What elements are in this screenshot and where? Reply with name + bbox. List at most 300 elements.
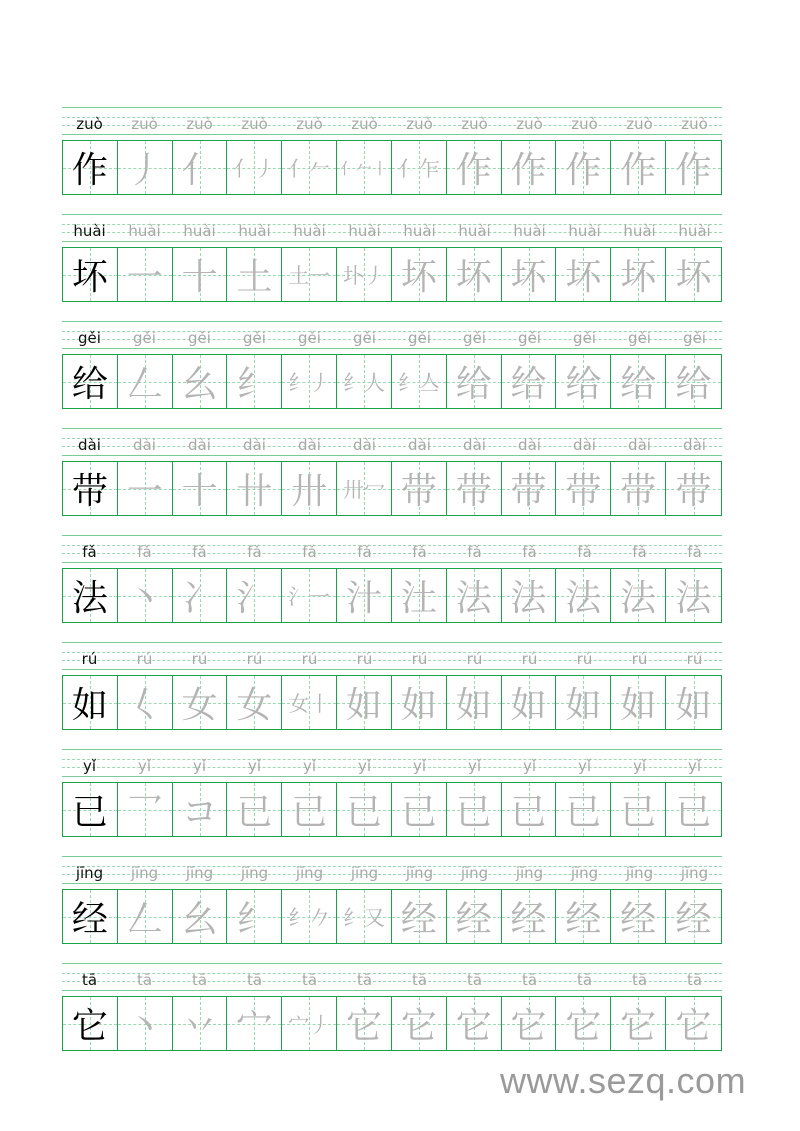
pinyin-label: gěi bbox=[78, 329, 101, 347]
pinyin-trace: gěi bbox=[408, 329, 431, 347]
stroke-step-character: 给 bbox=[510, 364, 547, 405]
grid-cell bbox=[611, 248, 666, 301]
pinyin-trace: fǎ bbox=[137, 543, 152, 561]
pinyin-trace: dài bbox=[188, 436, 211, 454]
pinyin-band bbox=[62, 321, 722, 348]
grid-cell bbox=[447, 676, 502, 729]
stroke-step-character: 带 bbox=[455, 471, 492, 512]
pinyin-trace: rú bbox=[686, 650, 703, 668]
grid-cell bbox=[392, 462, 447, 515]
stroke-step-character: 如 bbox=[346, 685, 383, 726]
pinyin-trace: yǐ bbox=[357, 757, 372, 775]
stroke-step-character: 给 bbox=[565, 364, 602, 405]
grid-cell bbox=[63, 569, 118, 622]
stroke-step-character: 经 bbox=[620, 899, 657, 940]
grid-cell bbox=[502, 141, 557, 194]
stroke-step-character: 卅 bbox=[291, 471, 328, 512]
pinyin-trace: gěi bbox=[573, 329, 596, 347]
grid-cell bbox=[666, 141, 721, 194]
pinyin-trace: zuò bbox=[351, 115, 378, 133]
pinyin-trace: yǐ bbox=[137, 757, 152, 775]
pinyin-trace: dài bbox=[463, 436, 486, 454]
grid-cell bbox=[118, 676, 173, 729]
stroke-step-character: 经 bbox=[400, 899, 437, 940]
character-grid bbox=[62, 675, 722, 730]
grid-cell bbox=[63, 890, 118, 943]
stroke-step-character: 它 bbox=[400, 1006, 437, 1047]
grid-cell bbox=[63, 997, 118, 1050]
pinyin-trace: jīng bbox=[515, 864, 544, 882]
grid-cell bbox=[63, 141, 118, 194]
grid-cell bbox=[227, 890, 282, 943]
pinyin-trace: rú bbox=[411, 650, 428, 668]
practice-row bbox=[62, 535, 722, 642]
grid-cell bbox=[173, 890, 228, 943]
pinyin-trace: fǎ bbox=[412, 543, 427, 561]
stroke-step-character: 带 bbox=[675, 471, 712, 512]
grid-cell bbox=[611, 141, 666, 194]
practice-row bbox=[62, 856, 722, 963]
grid-cell bbox=[118, 462, 173, 515]
stroke-step-character: 纟丿 bbox=[288, 370, 331, 395]
grid-cell bbox=[502, 355, 557, 408]
grid-cell bbox=[227, 462, 282, 515]
pinyin-trace: tā bbox=[631, 971, 648, 989]
stroke-step-character: 丶 bbox=[126, 1006, 163, 1047]
grid-cell bbox=[118, 997, 173, 1050]
grid-cell bbox=[173, 355, 228, 408]
practice-row bbox=[62, 963, 722, 1070]
grid-cell bbox=[502, 890, 557, 943]
practice-row bbox=[62, 214, 722, 321]
pinyin-label: tā bbox=[81, 971, 98, 989]
practice-row bbox=[62, 321, 722, 428]
stroke-step-character: 汁 bbox=[346, 578, 383, 619]
stroke-step-character: 幺 bbox=[181, 364, 218, 405]
stroke-step-character: 经 bbox=[455, 899, 492, 940]
model-character: 它 bbox=[71, 1006, 108, 1047]
grid-cell bbox=[666, 783, 721, 836]
stroke-step-character: 亻𠂉 bbox=[288, 156, 331, 181]
pinyin-trace: yǐ bbox=[412, 757, 427, 775]
stroke-step-character: 女丨 bbox=[288, 691, 331, 716]
pinyin-trace: rú bbox=[521, 650, 538, 668]
pinyin-trace: dài bbox=[353, 436, 376, 454]
stroke-step-character: 纟 bbox=[236, 364, 273, 405]
pinyin-trace: tā bbox=[136, 971, 153, 989]
pinyin-trace: dài bbox=[573, 436, 596, 454]
stroke-step-character: 法 bbox=[565, 578, 602, 619]
stroke-step-character: 亻丿 bbox=[233, 156, 276, 181]
pinyin-trace: jīng bbox=[570, 864, 599, 882]
pinyin-trace: zuò bbox=[406, 115, 433, 133]
grid-cell bbox=[611, 355, 666, 408]
pinyin-trace: huài bbox=[458, 222, 491, 240]
stroke-step-character: 乛 bbox=[126, 792, 163, 833]
grid-cell bbox=[337, 676, 392, 729]
grid-cell bbox=[227, 248, 282, 301]
grid-cell bbox=[337, 783, 392, 836]
grid-cell bbox=[173, 997, 228, 1050]
grid-cell bbox=[447, 997, 502, 1050]
pinyin-trace: tā bbox=[576, 971, 593, 989]
pinyin-trace: zuò bbox=[461, 115, 488, 133]
pinyin-trace: yǐ bbox=[577, 757, 592, 775]
pinyin-trace: jīng bbox=[240, 864, 269, 882]
stroke-step-character: 十 bbox=[181, 471, 218, 512]
stroke-step-character: 如 bbox=[455, 685, 492, 726]
pinyin-band bbox=[62, 535, 722, 562]
grid-cell bbox=[666, 569, 721, 622]
stroke-step-character: 如 bbox=[675, 685, 712, 726]
grid-cell bbox=[227, 997, 282, 1050]
pinyin-trace: rú bbox=[246, 650, 263, 668]
stroke-step-character: 坏 bbox=[510, 257, 547, 298]
pinyin-trace: huài bbox=[568, 222, 601, 240]
stroke-step-character: 带 bbox=[510, 471, 547, 512]
pinyin-trace: tā bbox=[466, 971, 483, 989]
pinyin-trace: fǎ bbox=[357, 543, 372, 561]
pinyin-label: jīng bbox=[75, 864, 104, 882]
grid-cell bbox=[282, 997, 337, 1050]
grid-cell bbox=[666, 462, 721, 515]
stroke-step-character: 已 bbox=[620, 792, 657, 833]
grid-cell bbox=[447, 462, 502, 515]
stroke-step-character: 卄 bbox=[236, 471, 273, 512]
pinyin-band bbox=[62, 963, 722, 990]
grid-cell bbox=[502, 462, 557, 515]
grid-cell bbox=[337, 248, 392, 301]
grid-cell bbox=[556, 355, 611, 408]
model-character: 法 bbox=[71, 578, 108, 619]
pinyin-trace: fǎ bbox=[467, 543, 482, 561]
stroke-step-character: 给 bbox=[455, 364, 492, 405]
grid-cell bbox=[118, 355, 173, 408]
grid-cell bbox=[227, 355, 282, 408]
grid-cell bbox=[447, 355, 502, 408]
grid-cell bbox=[556, 890, 611, 943]
pinyin-band bbox=[62, 749, 722, 776]
stroke-step-character: 纟人 bbox=[343, 370, 386, 395]
practice-row bbox=[62, 642, 722, 749]
grid-cell bbox=[392, 997, 447, 1050]
character-grid bbox=[62, 140, 722, 195]
site-watermark: www.sezq.com bbox=[500, 1060, 747, 1101]
pinyin-trace: huài bbox=[293, 222, 326, 240]
pinyin-band bbox=[62, 214, 722, 241]
stroke-step-character: 它 bbox=[346, 1006, 383, 1047]
grid-cell bbox=[282, 783, 337, 836]
stroke-step-character: 冫 bbox=[181, 578, 218, 619]
stroke-step-character: 𡿨 bbox=[126, 685, 163, 726]
stroke-step-character: 法 bbox=[675, 578, 712, 619]
character-grid bbox=[62, 354, 722, 409]
stroke-step-character: 一 bbox=[126, 257, 163, 298]
pinyin-trace: huài bbox=[678, 222, 711, 240]
pinyin-label: rú bbox=[81, 650, 98, 668]
model-character: 带 bbox=[71, 471, 108, 512]
stroke-step-character: 纟 bbox=[236, 899, 273, 940]
grid-cell bbox=[666, 676, 721, 729]
pinyin-trace: huài bbox=[183, 222, 216, 240]
pinyin-trace: tā bbox=[356, 971, 373, 989]
grid-cell bbox=[447, 890, 502, 943]
stroke-step-character: 它 bbox=[510, 1006, 547, 1047]
stroke-step-character: 坏 bbox=[455, 257, 492, 298]
stroke-step-character: 亻𠂉丨 bbox=[340, 159, 389, 178]
writing-practice-sheet bbox=[62, 107, 722, 1070]
pinyin-trace: zuò bbox=[571, 115, 598, 133]
grid-cell bbox=[337, 355, 392, 408]
stroke-step-character: 纟𠂊 bbox=[288, 905, 331, 930]
stroke-step-character: 坏 bbox=[675, 257, 712, 298]
grid-cell bbox=[666, 355, 721, 408]
pinyin-trace: yǐ bbox=[302, 757, 317, 775]
grid-cell bbox=[282, 462, 337, 515]
pinyin-trace: gěi bbox=[518, 329, 541, 347]
grid-cell bbox=[337, 997, 392, 1050]
pinyin-trace: jīng bbox=[405, 864, 434, 882]
pinyin-trace: dài bbox=[243, 436, 266, 454]
pinyin-trace: gěi bbox=[353, 329, 376, 347]
pinyin-trace: dài bbox=[683, 436, 706, 454]
pinyin-trace: zuò bbox=[681, 115, 708, 133]
pinyin-band bbox=[62, 107, 722, 134]
pinyin-trace: dài bbox=[518, 436, 541, 454]
grid-cell bbox=[611, 676, 666, 729]
grid-cell bbox=[502, 676, 557, 729]
grid-cell bbox=[556, 569, 611, 622]
grid-cell bbox=[392, 141, 447, 194]
pinyin-trace: fǎ bbox=[302, 543, 317, 561]
pinyin-trace: tā bbox=[301, 971, 318, 989]
pinyin-trace: zuò bbox=[626, 115, 653, 133]
stroke-step-character: 宀丿 bbox=[288, 1012, 331, 1037]
character-grid bbox=[62, 996, 722, 1051]
pinyin-trace: tā bbox=[686, 971, 703, 989]
stroke-step-character: 带 bbox=[620, 471, 657, 512]
pinyin-band bbox=[62, 856, 722, 883]
pinyin-trace: jīng bbox=[625, 864, 654, 882]
grid-cell bbox=[502, 997, 557, 1050]
stroke-step-character: 作 bbox=[675, 150, 712, 191]
pinyin-trace: fǎ bbox=[577, 543, 592, 561]
grid-cell bbox=[227, 676, 282, 729]
pinyin-band bbox=[62, 642, 722, 669]
grid-cell bbox=[173, 676, 228, 729]
pinyin-trace: jīng bbox=[350, 864, 379, 882]
pinyin-trace: yǐ bbox=[467, 757, 482, 775]
character-grid bbox=[62, 889, 722, 944]
grid-cell bbox=[227, 783, 282, 836]
grid-cell bbox=[666, 248, 721, 301]
grid-cell bbox=[63, 783, 118, 836]
stroke-step-character: 它 bbox=[455, 1006, 492, 1047]
stroke-step-character: 已 bbox=[675, 792, 712, 833]
stroke-step-character: 女 bbox=[236, 685, 273, 726]
pinyin-trace: rú bbox=[191, 650, 208, 668]
pinyin-trace: gěi bbox=[298, 329, 321, 347]
stroke-step-character: 它 bbox=[620, 1006, 657, 1047]
pinyin-trace: tā bbox=[521, 971, 538, 989]
stroke-step-character: 如 bbox=[565, 685, 602, 726]
grid-cell bbox=[282, 569, 337, 622]
stroke-step-character: 作 bbox=[455, 150, 492, 191]
grid-cell bbox=[447, 569, 502, 622]
pinyin-label: dài bbox=[78, 436, 101, 454]
stroke-step-character: 土一 bbox=[288, 263, 331, 288]
stroke-step-character: 已 bbox=[510, 792, 547, 833]
pinyin-trace: rú bbox=[631, 650, 648, 668]
grid-cell bbox=[63, 676, 118, 729]
stroke-step-character: 丶 bbox=[126, 578, 163, 619]
stroke-step-character: 作 bbox=[510, 150, 547, 191]
model-character: 坏 bbox=[71, 257, 108, 298]
pinyin-trace: fǎ bbox=[632, 543, 647, 561]
grid-cell bbox=[666, 890, 721, 943]
stroke-step-character: 如 bbox=[620, 685, 657, 726]
pinyin-trace: huài bbox=[623, 222, 656, 240]
stroke-step-character: 它 bbox=[565, 1006, 602, 1047]
stroke-step-character: 丷 bbox=[181, 1006, 218, 1047]
pinyin-trace: huài bbox=[348, 222, 381, 240]
pinyin-trace: rú bbox=[356, 650, 373, 668]
pinyin-label: huài bbox=[73, 222, 106, 240]
pinyin-trace: zuò bbox=[296, 115, 323, 133]
stroke-step-character: 坏 bbox=[565, 257, 602, 298]
stroke-step-character: 坏 bbox=[400, 257, 437, 298]
stroke-step-character: 土 bbox=[236, 257, 273, 298]
pinyin-trace: tā bbox=[411, 971, 428, 989]
grid-cell bbox=[392, 355, 447, 408]
grid-cell bbox=[392, 569, 447, 622]
pinyin-trace: dài bbox=[408, 436, 431, 454]
pinyin-trace: jīng bbox=[460, 864, 489, 882]
grid-cell bbox=[173, 248, 228, 301]
model-character: 经 bbox=[71, 899, 108, 940]
grid-cell bbox=[173, 783, 228, 836]
grid-cell bbox=[282, 676, 337, 729]
pinyin-trace: jīng bbox=[130, 864, 159, 882]
grid-cell bbox=[611, 890, 666, 943]
grid-cell bbox=[392, 783, 447, 836]
pinyin-trace: rú bbox=[466, 650, 483, 668]
pinyin-trace: yǐ bbox=[687, 757, 702, 775]
stroke-step-character: 已 bbox=[236, 792, 273, 833]
grid-cell bbox=[337, 569, 392, 622]
grid-cell bbox=[502, 569, 557, 622]
grid-cell bbox=[118, 569, 173, 622]
grid-cell bbox=[282, 890, 337, 943]
grid-cell bbox=[556, 462, 611, 515]
pinyin-trace: yǐ bbox=[632, 757, 647, 775]
stroke-step-character: コ bbox=[181, 792, 218, 833]
stroke-step-character: 作 bbox=[565, 150, 602, 191]
pinyin-trace: huài bbox=[403, 222, 436, 240]
pinyin-trace: zuò bbox=[241, 115, 268, 133]
grid-cell bbox=[556, 783, 611, 836]
grid-cell bbox=[611, 462, 666, 515]
grid-cell bbox=[227, 141, 282, 194]
stroke-step-character: 氵一 bbox=[288, 584, 331, 609]
character-grid bbox=[62, 568, 722, 623]
pinyin-trace: rú bbox=[576, 650, 593, 668]
grid-cell bbox=[611, 783, 666, 836]
stroke-step-character: 一 bbox=[126, 471, 163, 512]
grid-cell bbox=[337, 890, 392, 943]
grid-cell bbox=[337, 462, 392, 515]
stroke-step-character: 丿 bbox=[126, 150, 163, 191]
stroke-step-character: 法 bbox=[455, 578, 492, 619]
grid-cell bbox=[556, 248, 611, 301]
pinyin-trace: zuò bbox=[516, 115, 543, 133]
pinyin-trace: jīng bbox=[295, 864, 324, 882]
pinyin-trace: yǐ bbox=[522, 757, 537, 775]
pinyin-trace: gěi bbox=[188, 329, 211, 347]
pinyin-trace: fǎ bbox=[522, 543, 537, 561]
pinyin-trace: gěi bbox=[463, 329, 486, 347]
pinyin-trace: tā bbox=[191, 971, 208, 989]
stroke-step-character: 十 bbox=[181, 257, 218, 298]
stroke-step-character: 已 bbox=[346, 792, 383, 833]
pinyin-trace: rú bbox=[136, 650, 153, 668]
stroke-step-character: 𠃋 bbox=[126, 899, 163, 940]
grid-cell bbox=[173, 462, 228, 515]
grid-cell bbox=[556, 997, 611, 1050]
grid-cell bbox=[611, 569, 666, 622]
grid-cell bbox=[447, 248, 502, 301]
stroke-step-character: 经 bbox=[565, 899, 602, 940]
practice-row bbox=[62, 107, 722, 214]
model-character: 如 bbox=[71, 685, 108, 726]
pinyin-trace: gěi bbox=[243, 329, 266, 347]
stroke-step-character: 坏 bbox=[620, 257, 657, 298]
stroke-step-character: 卅冖 bbox=[343, 477, 386, 502]
stroke-step-character: 女 bbox=[181, 685, 218, 726]
pinyin-trace: huài bbox=[238, 222, 271, 240]
stroke-step-character: 经 bbox=[675, 899, 712, 940]
stroke-step-character: 如 bbox=[510, 685, 547, 726]
pinyin-trace: fǎ bbox=[192, 543, 207, 561]
stroke-step-character: 给 bbox=[620, 364, 657, 405]
pinyin-trace: zuò bbox=[186, 115, 213, 133]
pinyin-trace: gěi bbox=[683, 329, 706, 347]
pinyin-trace: yǐ bbox=[192, 757, 207, 775]
character-grid bbox=[62, 782, 722, 837]
stroke-step-character: 带 bbox=[565, 471, 602, 512]
stroke-step-character: 给 bbox=[675, 364, 712, 405]
grid-cell bbox=[666, 997, 721, 1050]
stroke-step-character: 经 bbox=[510, 899, 547, 940]
stroke-step-character: 圤丿 bbox=[343, 263, 386, 288]
model-character: 给 bbox=[71, 364, 108, 405]
grid-cell bbox=[118, 890, 173, 943]
grid-cell bbox=[556, 141, 611, 194]
grid-cell bbox=[63, 355, 118, 408]
stroke-step-character: 已 bbox=[291, 792, 328, 833]
grid-cell bbox=[392, 890, 447, 943]
stroke-step-character: 亻乍 bbox=[397, 156, 440, 181]
pinyin-label: zuò bbox=[76, 115, 103, 133]
pinyin-trace: gěi bbox=[628, 329, 651, 347]
stroke-step-character: 纟亼 bbox=[397, 370, 440, 395]
grid-cell bbox=[611, 997, 666, 1050]
character-grid bbox=[62, 461, 722, 516]
pinyin-trace: huài bbox=[128, 222, 161, 240]
grid-cell bbox=[118, 248, 173, 301]
stroke-step-character: 它 bbox=[675, 1006, 712, 1047]
stroke-step-character: 已 bbox=[455, 792, 492, 833]
